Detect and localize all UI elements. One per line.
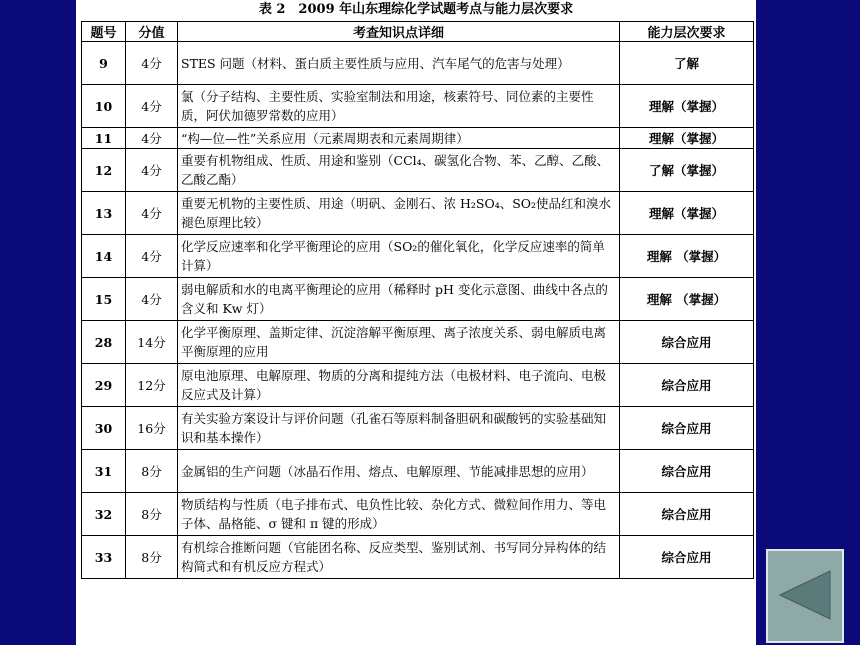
row-score: 8分 <box>126 450 178 493</box>
row-level: 综合应用 <box>620 321 754 364</box>
row-detail: 化学平衡原理、盖斯定律、沉淀溶解平衡原理、离子浓度关系、弱电解质电离平衡原理的应用 <box>178 321 620 364</box>
row-level: 理解 （掌握） <box>620 235 754 278</box>
row-score: 4分 <box>126 128 178 149</box>
table-row <box>82 85 754 128</box>
back-triangle-icon <box>776 569 834 621</box>
row-detail: 重要有机物组成、性质、用途和鉴别（CCl₄、碳氢化合物、苯、乙醇、乙酸、乙酸乙酯） <box>178 149 620 192</box>
back-nav-button[interactable] <box>766 549 844 643</box>
row-score: 14分 <box>126 321 178 364</box>
table-row <box>82 192 754 235</box>
table-row <box>82 364 754 407</box>
row-level: 理解（掌握） <box>620 192 754 235</box>
row-level: 了解 <box>620 42 754 85</box>
header-number: 题号 <box>82 22 126 42</box>
table-row <box>82 149 754 192</box>
table-title: 表 2 2009 年山东理综化学试题考点与能力层次要求 <box>258 2 574 17</box>
table-header-row <box>82 22 754 42</box>
row-score: 4分 <box>126 278 178 321</box>
header-detail: 考查知识点详细 <box>178 22 620 42</box>
row-score: 8分 <box>126 536 178 579</box>
row-number: 31 <box>82 450 126 493</box>
row-number: 32 <box>82 493 126 536</box>
row-number: 28 <box>82 321 126 364</box>
row-level: 综合应用 <box>620 493 754 536</box>
row-score: 16分 <box>126 407 178 450</box>
table-row <box>82 128 754 149</box>
row-score: 4分 <box>126 42 178 85</box>
row-number: 13 <box>82 192 126 235</box>
row-level: 理解 （掌握） <box>620 278 754 321</box>
table-row <box>82 407 754 450</box>
row-number: 29 <box>82 364 126 407</box>
table-row <box>82 536 754 579</box>
table-row <box>82 278 754 321</box>
table-row <box>82 493 754 536</box>
row-number: 11 <box>82 128 126 149</box>
row-number: 12 <box>82 149 126 192</box>
row-level: 理解（掌握） <box>620 85 754 128</box>
table-row <box>82 235 754 278</box>
row-detail: 重要无机物的主要性质、用途（明矾、金刚石、浓 H₂SO₄、SO₂使品红和溴水褪色原理比较） <box>178 192 620 235</box>
document-sheet <box>76 0 756 645</box>
row-level: 综合应用 <box>620 364 754 407</box>
row-level: 了解（掌握） <box>620 149 754 192</box>
row-level: 综合应用 <box>620 450 754 493</box>
exam-table <box>81 21 754 579</box>
row-detail: 金属铝的生产问题（冰晶石作用、熔点、电解原理、节能减排思想的应用） <box>178 450 620 493</box>
row-detail: 物质结构与性质（电子排布式、电负性比较、杂化方式、微粒间作用力、等电子体、晶格能、σ 键和 π 键的形成） <box>178 493 620 536</box>
table-row <box>82 321 754 364</box>
row-score: 12分 <box>126 364 178 407</box>
row-number: 14 <box>82 235 126 278</box>
row-level: 综合应用 <box>620 536 754 579</box>
row-detail: 弱电解质和水的电离平衡理论的应用（稀释时 pH 变化示意图、曲线中各点的含义和 Kw 灯） <box>178 278 620 321</box>
row-score: 4分 <box>126 85 178 128</box>
row-score: 4分 <box>126 235 178 278</box>
header-level: 能力层次要求 <box>620 22 754 42</box>
row-score: 4分 <box>126 149 178 192</box>
row-detail: 氯（分子结构、主要性质、实验室制法和用途，核素符号、同位素的主要性质，阿伏加德罗常数的应用） <box>178 85 620 128</box>
row-number: 33 <box>82 536 126 579</box>
row-number: 15 <box>82 278 126 321</box>
row-level: 综合应用 <box>620 407 754 450</box>
row-detail: “构—位—性”关系应用（元素周期表和元素周期律） <box>178 128 620 149</box>
row-number: 9 <box>82 42 126 85</box>
header-score: 分值 <box>126 22 178 42</box>
row-number: 10 <box>82 85 126 128</box>
row-score: 8分 <box>126 493 178 536</box>
row-detail: 有关实验方案设计与评价问题（孔雀石等原料制备胆矾和碳酸钙的实验基础知识和基本操作） <box>178 407 620 450</box>
table-row <box>82 450 754 493</box>
row-detail: 有机综合推断问题（官能团名称、反应类型、鉴别试剂、书写同分异构体的结构简式和有机反应方程式） <box>178 536 620 579</box>
row-detail: 化学反应速率和化学平衡理论的应用（SO₂的催化氧化，化学反应速率的简单计算） <box>178 235 620 278</box>
row-score: 4分 <box>126 192 178 235</box>
row-number: 30 <box>82 407 126 450</box>
row-level: 理解（掌握） <box>620 128 754 149</box>
row-detail: 原电池原理、电解原理、物质的分离和提纯方法（电极材料、电子流向、电极反应式及计算） <box>178 364 620 407</box>
row-detail: STES 问题（材料、蛋白质主要性质与应用、汽车尾气的危害与处理） <box>178 42 620 85</box>
table-row <box>82 42 754 85</box>
